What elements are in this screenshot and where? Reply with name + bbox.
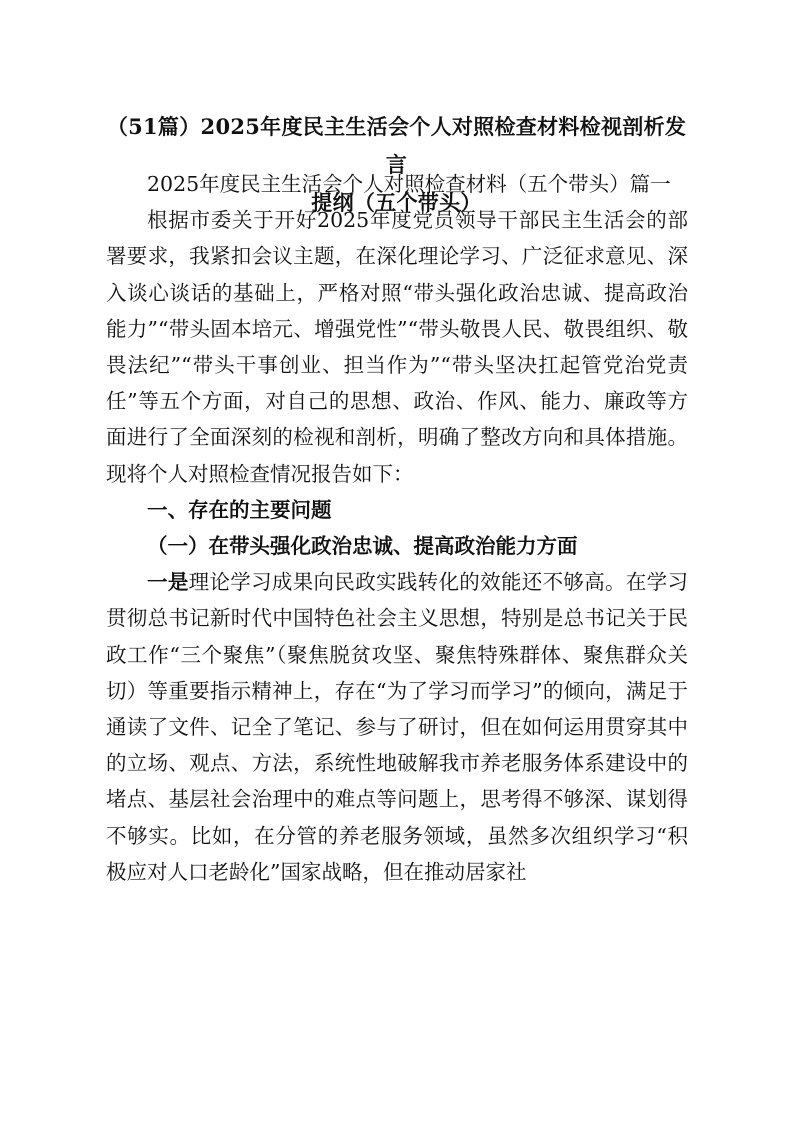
point-text: 理论学习成果向民政实践转化的效能还不够高。在学习贯彻总书记新时代中国特色社会主义思想，特别是总书记关于民政工作“三个聚焦”（聚焦脱贫攻坚、聚焦特殊群体、聚焦群众关切）等重要指示精神上，存在“为了学习而学习”的倾向，满足于通读了文件、记全了笔记、参与了研讨，但在如何运用贯穿其中的立场、观点、方法，系统性地破解我市养老服务体系建设中的堵点、基层社会治理中的难点等问题上，思考得不够深、谋划得不够实。比如，在分管的养老服务领域，虽然多次组织学习“积极应对人口老龄化”国家战略，但在推动居家社: [106, 570, 688, 884]
section-heading-1: 一、存在的主要问题: [147, 497, 332, 522]
subsection-heading-1: （一）在带头强化政治忠诚、提高政治能力方面: [147, 534, 578, 559]
point-lead: 一是: [147, 570, 189, 595]
title-line-1: （51篇）2025年度民主生活会个人对照检查材料检视剖析发言: [106, 114, 687, 177]
intro-paragraph: 根据市委关于开好2025年度党员领导干部民主生活会的部署要求，我紧扣会议主题，在深化理论学习、广泛征求意见、深入谈心谈话的基础上，严格对照“带头强化政治忠诚、提高政治能力”“带头固本培元、增强党性”“带头敬畏人民、敬畏组织、敬畏法纪”“带头干事创业、担当作为”“带头坚决扛起管党治党责任”等五个方面，对自己的思想、政治、作风、能力、廉政等方面进行了全面深刻的检视和剖析，明确了整改方向和具体措施。现将个人对照检查情况报告如下：: [106, 208, 688, 486]
title-line-2: 提纲（五个带头）: [311, 190, 482, 215]
document-subtitle: 2025年度民主生活会个人对照检查材料（五个带头）篇一: [147, 172, 671, 196]
point-paragraph-1: [106, 564, 688, 890]
document-body: [106, 166, 688, 890]
